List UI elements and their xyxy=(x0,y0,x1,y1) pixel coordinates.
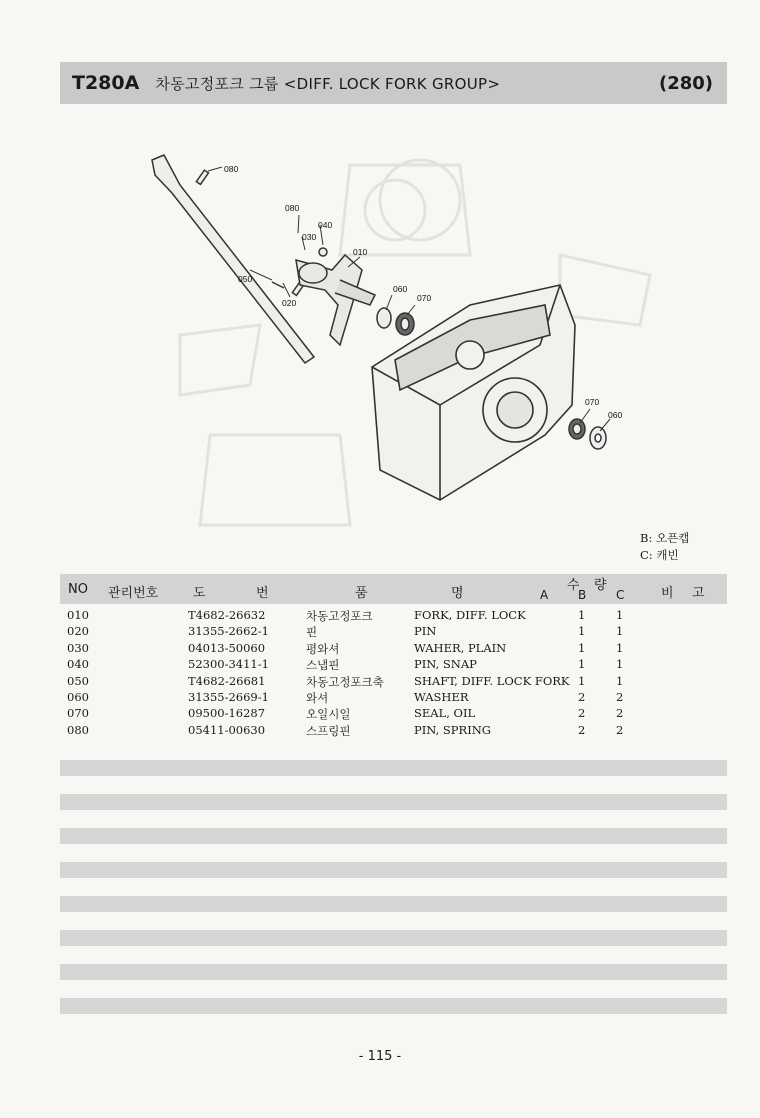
header-myeong: 명 xyxy=(451,586,464,601)
row-no: 030 xyxy=(67,640,89,655)
row-no: 010 xyxy=(67,608,89,622)
callout-070: 070 xyxy=(585,397,600,407)
header-pum: 품 xyxy=(355,586,368,601)
row-qty-b: 1 xyxy=(616,673,624,688)
row-part-number: 05411-00630 xyxy=(188,722,266,737)
callout-050: 050 xyxy=(238,274,253,284)
header-mgmt: 관리번호 xyxy=(108,586,159,601)
row-qty-b: 1 xyxy=(616,657,624,672)
row-qty-b: 1 xyxy=(616,640,624,655)
callout-080: 080 xyxy=(224,164,239,174)
row-qty-a: 2 xyxy=(578,722,586,737)
exploded-parts-diagram xyxy=(0,105,760,535)
header-do: 도 xyxy=(193,586,206,601)
row-no: 080 xyxy=(67,722,89,737)
row-korean-name: 평와셔 xyxy=(306,641,340,656)
row-qty-a: 2 xyxy=(578,689,586,704)
row-english-name: PIN xyxy=(414,624,437,639)
row-english-name: WASHER xyxy=(414,689,469,704)
header-beon: 번 xyxy=(256,586,269,601)
row-qty-b: 2 xyxy=(616,706,624,721)
row-qty-b: 2 xyxy=(616,689,624,704)
row-korean-name: 차동고정포크축 xyxy=(306,674,384,689)
row-part-number: 52300-3411-1 xyxy=(188,657,269,672)
callout-060: 060 xyxy=(608,410,623,420)
empty-row-band xyxy=(60,964,727,980)
group-title: 차동고정포크 그룹 <DIFF. LOCK FORK GROUP> xyxy=(155,74,501,93)
group-code: T280A xyxy=(72,72,140,94)
row-part-number: T4682-26632 xyxy=(188,608,266,622)
row-no: 060 xyxy=(67,689,89,704)
row-korean-name: 와셔 xyxy=(306,690,329,705)
legend-c: C: 캐빈 xyxy=(640,548,679,562)
row-korean-name: 오일시일 xyxy=(306,707,351,722)
row-qty-b: 1 xyxy=(616,608,624,622)
row-no: 040 xyxy=(67,657,89,672)
row-qty-a: 1 xyxy=(578,608,586,622)
page-header xyxy=(60,62,727,104)
row-qty-a: 1 xyxy=(578,640,586,655)
diff-lock-fork xyxy=(296,255,375,345)
row-korean-name: 스냅핀 xyxy=(306,658,340,673)
callout-020: 020 xyxy=(282,298,297,308)
callout-080: 080 xyxy=(285,203,300,213)
row-qty-b: 2 xyxy=(616,722,624,737)
table-row xyxy=(60,705,727,721)
table-row xyxy=(60,607,727,623)
row-qty-a: 1 xyxy=(578,673,586,688)
header-no: NO xyxy=(68,582,88,597)
header-b: B xyxy=(578,588,587,602)
callout-030: 030 xyxy=(302,232,317,242)
page-number: - 115 - xyxy=(358,1049,402,1064)
empty-row-band xyxy=(60,896,727,912)
legend-b: B: 오픈캡 xyxy=(640,531,690,545)
row-part-number: 04013-50060 xyxy=(188,640,266,655)
row-english-name: SHAFT, DIFF. LOCK FORK xyxy=(414,673,570,688)
shift-shaft xyxy=(152,155,327,363)
table-row xyxy=(60,623,727,639)
row-english-name: PIN, SNAP xyxy=(414,657,477,672)
callout-060: 060 xyxy=(393,284,408,294)
empty-row-band xyxy=(60,930,727,946)
header-ryang: 량 xyxy=(594,578,607,593)
row-part-number: 31355-2662-1 xyxy=(188,624,269,639)
row-qty-a: 1 xyxy=(578,657,586,672)
row-qty-a: 1 xyxy=(578,624,586,639)
header-bi: 비 xyxy=(661,586,674,601)
table-header xyxy=(60,574,727,604)
row-qty-b: 1 xyxy=(616,624,624,639)
callout-010: 010 xyxy=(353,247,368,257)
row-no: 070 xyxy=(67,706,89,721)
callout-070: 070 xyxy=(417,293,432,303)
row-korean-name: 스프링핀 xyxy=(306,723,351,738)
header-go: 고 xyxy=(692,586,705,601)
row-english-name: FORK, DIFF. LOCK xyxy=(414,608,526,622)
row-part-number: 09500-16287 xyxy=(188,706,266,721)
empty-row-band xyxy=(60,828,727,844)
empty-row-band xyxy=(60,794,727,810)
row-korean-name: 핀 xyxy=(306,625,318,640)
row-no: 050 xyxy=(67,673,89,688)
callout-040: 040 xyxy=(318,220,333,230)
row-part-number: T4682-26681 xyxy=(188,673,266,688)
row-qty-a: 2 xyxy=(578,706,586,721)
table-row xyxy=(60,656,727,672)
row-korean-name: 차동고정포크 xyxy=(306,609,373,623)
empty-row-band xyxy=(60,862,727,878)
table-row xyxy=(60,673,727,689)
header-a: A xyxy=(540,588,549,602)
row-english-name: WAHER, PLAIN xyxy=(414,640,507,655)
row-english-name: PIN, SPRING xyxy=(414,722,491,737)
parts-table xyxy=(60,607,727,738)
table-row xyxy=(60,640,727,656)
table-row xyxy=(60,689,727,705)
row-english-name: SEAL, OIL xyxy=(414,706,476,721)
row-no: 020 xyxy=(67,624,89,639)
empty-row-band xyxy=(60,760,727,776)
table-row xyxy=(60,722,727,738)
header-su: 수 xyxy=(567,578,580,593)
group-ref: (280) xyxy=(658,72,713,94)
empty-row-band xyxy=(60,998,727,1014)
row-part-number: 31355-2669-1 xyxy=(188,689,269,704)
header-c: C xyxy=(616,588,625,602)
